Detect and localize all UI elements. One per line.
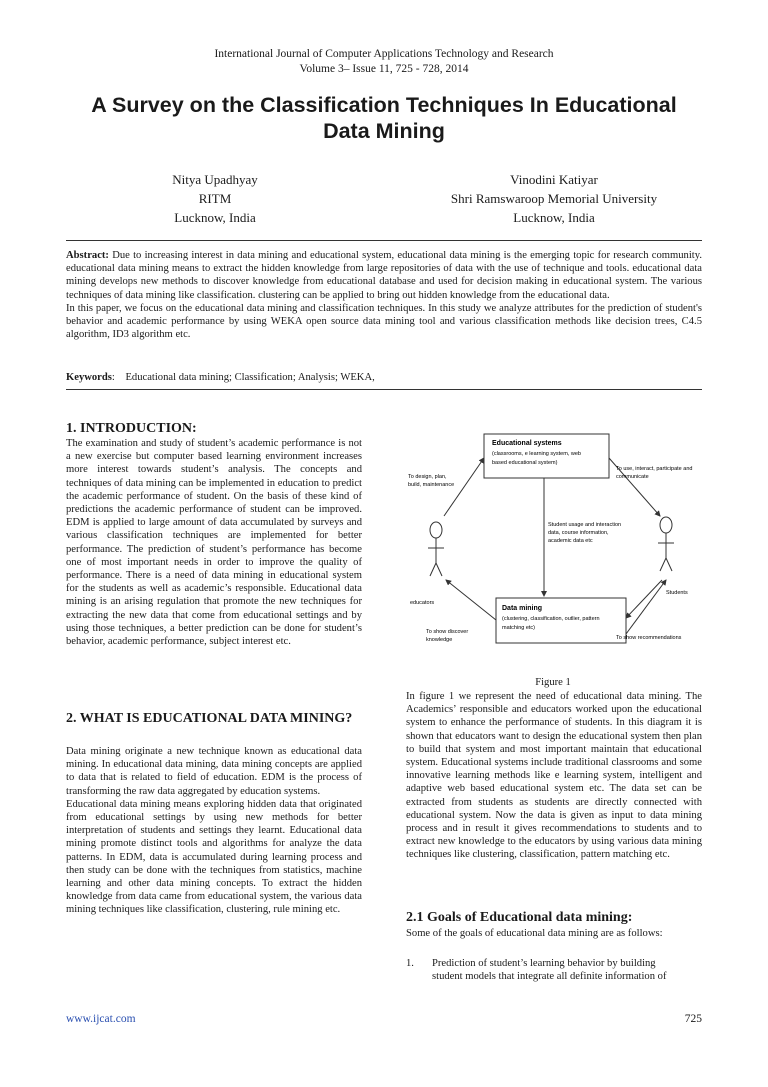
keywords-label: Keywords: [66, 372, 112, 383]
list-item-number: 1.: [406, 958, 414, 969]
label-students: Students: [666, 590, 688, 596]
section-2-text: [66, 745, 362, 917]
title-line-1: A Survey on the Classification Techniques In Educational: [91, 93, 677, 117]
paper-title: [40, 92, 728, 144]
keywords-text: Educational data mining; Classification; Analysis; WEKA,: [125, 372, 375, 383]
abstract: [66, 249, 702, 341]
label-right-top-2: communicate: [616, 474, 649, 480]
student-stick-figure: [658, 517, 674, 571]
list-item-line-1: Prediction of student’s learning behavior by building: [432, 958, 656, 969]
section-2-paragraph-2: Educational data mining means exploring hidden data that originated from educational settings by using new methods for better interpretation of students and settings they learnt. Educational data mining promote distinct tools and algorithms for analyze the data patterns. In EDM, data is accumulated during learning process and then study can be done with the techniques from statistics, machine learning and other data mining concepts. To extract the hidden knowledge from data came from educational system, the various data mining techniques like classification, clustering, rule mining etc.: [66, 798, 362, 916]
arrow-datamining-to-student: [626, 580, 666, 634]
label-educators: educators: [410, 600, 435, 606]
section-2-heading: 2. WHAT IS EDUCATIONAL DATA MINING?: [66, 711, 353, 726]
label-left-bottom-2: knowledge: [426, 637, 453, 643]
author-location: Lucknow, India: [513, 210, 595, 225]
center-line-3: academic data etc: [548, 538, 593, 544]
figure-1-diagram: [404, 428, 704, 673]
figure-description: [406, 690, 702, 862]
box-bottom-line-3: matching etc): [502, 625, 536, 631]
label-right-top-1: To use, interact, participate and: [616, 466, 693, 472]
author-affiliation: Shri Ramswaroop Memorial University: [450, 191, 658, 206]
author-1: [140, 170, 290, 227]
author-affiliation: RITM: [198, 191, 232, 206]
box-top-line-1: Educational systems: [492, 440, 562, 447]
abstract-text-1: Due to increasing interest in data mining and educational system, educational data mining is the emerging topic for research community. educational data mining means to extract the hidden knowledge from large repositories of data with the use of technique and tools. educational data mining develops new methods to discover knowledge from educational database and used for decision making in educational system. The various techniques of data mining like classification. clustering can be applied to bring out hidden knowledge from the educational data.: [66, 250, 702, 301]
journal-header: [0, 47, 768, 77]
figure-paragraph: In figure 1 we represent the need of educational data mining. The Academics’ responsible and educators worked upon the educational system to enhance the performance of students. In this diagram it is shown that educators want to design the educational system then plan to build that system and most important maintain that educational system. Educational systems include traditional classrooms and some innovative learning methods like e learning system, intelligent and adaptive web based educational system etc. The data set can be extracted from students as students are directly connected with educational system. Now the data is given as input to data mining process and in result it gives recommendations to students and to extract new knowledge to the educators by using various data mining techniques like clustering, classification, pattern matching etc.: [406, 691, 702, 861]
title-line-2: Data Mining: [323, 119, 445, 143]
footer-url-link[interactable]: www.ijcat.com: [66, 1013, 136, 1025]
center-line-1: Student usage and interaction: [548, 522, 622, 528]
section-1-heading: 1. INTRODUCTION:: [66, 421, 197, 436]
section-1-text: [66, 437, 362, 648]
arrow-student-to-datamining: [626, 580, 662, 618]
label-left-bottom-1: To show discover: [426, 629, 469, 635]
section-2-1-heading: 2.1 Goals of Educational data mining:: [406, 910, 633, 925]
keywords: Keywords: Educational data mining; Classification; Analysis; WEKA,: [66, 372, 375, 383]
abstract-label: Abstract:: [66, 250, 109, 261]
figure-caption: Figure 1: [535, 677, 571, 688]
journal-volume: Volume 3– Issue 11, 725 - 728, 2014: [299, 63, 469, 75]
author-name: Vinodini Katiyar: [510, 172, 598, 187]
page-number: 725: [684, 1013, 702, 1025]
center-line-2: data, course information,: [548, 530, 609, 536]
label-left-top-2: build, maintenance: [408, 482, 455, 488]
divider-bottom: [66, 389, 702, 390]
educator-stick-figure: [428, 522, 444, 576]
author-2: [420, 170, 688, 227]
label-left-top-1: To design, plan,: [408, 474, 447, 480]
label-right-bottom: To show recommendations: [616, 635, 682, 641]
journal-name: International Journal of Computer Applications Technology and Research: [214, 48, 554, 60]
list-item-line-2: student models that integrate all definite information of: [432, 971, 667, 982]
section-2-paragraph-1: Data mining originate a new technique known as educational data mining. In educational data mining, data mining concepts are applied to data that is related to field of education. EDM is the process of transforming the raw data aggregated by education systems.: [66, 746, 362, 797]
author-name: Nitya Upadhyay: [172, 172, 258, 187]
divider-top: [66, 240, 702, 241]
section-2-1-intro: Some of the goals of educational data mining are as follows:: [406, 928, 663, 939]
abstract-text-2: In this paper, we focus on the educational data mining and classification techniques. In this study we analyze attributes for the prediction of student's behavior and academic performance by using WEKA open source data mining tool and various classification methods like decision trees, C4.5 algorithm, ID3 algorithm etc.: [66, 302, 702, 341]
section-1-paragraph: The examination and study of student’s academic performance is not a new exercise but computer based learning environment increases more interest towards student’s analysis. The concepts and techniques of data mining can be implemented in education to predict the academic performance of student. On the basis of these kind of predictions the academic performance of student can be improved. EDM is applied to large amount of data accumulated by surveys and various classification techniques are implemented for better performance. The prediction of student’s performance has become one of most important needs in order to improve the quality of performance. There is a need of data mining in educational system for the students as well as academic’s responsible. Educational data mining is an arising regulation that promote the new techniques for extracting the new data that come from educational settings and by using those techniques, a better prediction can be done for student’s behavior, academic performance, subject interest etc.: [66, 438, 362, 648]
box-top-line-2: (classrooms, e learning system, web: [492, 451, 581, 457]
box-bottom-line-2: (clustering, classification, outlier, pattern: [502, 616, 600, 622]
box-bottom-line-1: Data mining: [502, 605, 543, 612]
author-location: Lucknow, India: [174, 210, 256, 225]
arrow-datamining-to-educator: [446, 580, 496, 620]
box-top-line-3: based educational system): [492, 460, 558, 466]
